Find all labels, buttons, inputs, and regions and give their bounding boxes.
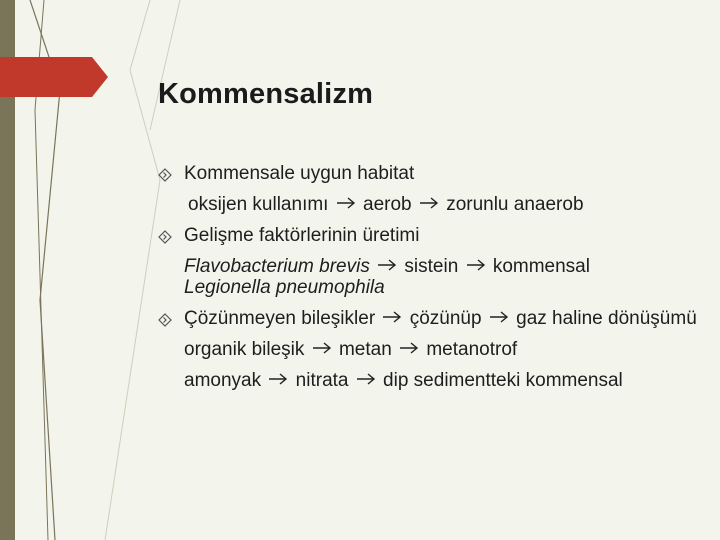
sub-text: dip sedimentteki kommensal bbox=[383, 370, 623, 391]
sub-line bbox=[158, 277, 698, 298]
sub-text: Legionella pneumophila bbox=[184, 277, 385, 298]
sub-text: nitrata bbox=[295, 370, 349, 391]
red-accent-banner bbox=[0, 57, 108, 97]
bullet-item-3 bbox=[158, 308, 698, 329]
sub-text: organik bileşik bbox=[184, 339, 305, 360]
sub-line bbox=[158, 256, 698, 277]
right-arrow-icon bbox=[399, 342, 419, 354]
sub-text: aerob bbox=[363, 194, 412, 215]
right-arrow-icon bbox=[312, 342, 332, 354]
bullet-text: Kommensale uygun habitat bbox=[184, 163, 415, 184]
sub-text: kommensal bbox=[492, 256, 590, 277]
right-arrow-icon bbox=[356, 373, 376, 385]
right-arrow-icon bbox=[419, 197, 439, 209]
sub-line bbox=[158, 194, 698, 215]
right-arrow-icon bbox=[268, 373, 288, 385]
sub-text: sistein bbox=[404, 256, 459, 277]
sub-text: zorunlu anaerob bbox=[446, 194, 584, 215]
sub-line bbox=[158, 370, 698, 391]
bullet-item-2 bbox=[158, 225, 698, 246]
sub-text: metan bbox=[338, 339, 392, 360]
diamond-arrow-icon bbox=[158, 230, 172, 244]
right-arrow-icon bbox=[382, 311, 402, 323]
right-arrow-icon bbox=[489, 311, 509, 323]
bullet-text: Gelişme faktörlerinin üretimi bbox=[184, 225, 420, 246]
diamond-arrow-icon bbox=[158, 168, 172, 182]
bullet-text: Çözünmeyen bileşikler bbox=[184, 308, 376, 329]
right-arrow-icon bbox=[336, 197, 356, 209]
diamond-arrow-icon bbox=[158, 313, 172, 327]
sub-text: oksijen kullanımı bbox=[188, 194, 329, 215]
bullet-item-1 bbox=[158, 163, 698, 184]
bullet-text: çözünüp bbox=[409, 308, 482, 329]
right-arrow-icon bbox=[377, 259, 397, 271]
sub-text: amonyak bbox=[184, 370, 262, 391]
slide-title: Kommensalizm bbox=[158, 78, 374, 110]
bullet-text: gaz haline dönüşümü bbox=[516, 308, 697, 329]
right-arrow-icon bbox=[466, 259, 486, 271]
slide-content bbox=[158, 163, 698, 391]
sub-text: metanotrof bbox=[426, 339, 518, 360]
sub-text: Flavobacterium brevis bbox=[184, 256, 370, 277]
sub-line bbox=[158, 339, 698, 360]
